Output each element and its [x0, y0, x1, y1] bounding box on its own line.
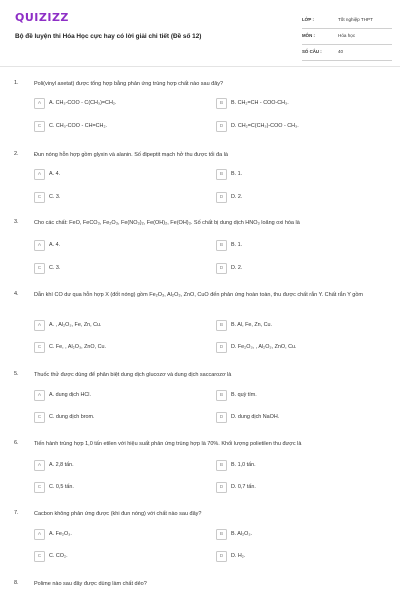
header-divider [0, 66, 400, 67]
option-letter: A [34, 320, 45, 331]
option-letter: C [34, 482, 45, 493]
option-d[interactable] [216, 121, 376, 132]
option-b[interactable] [216, 169, 376, 180]
option-letter: D [216, 121, 227, 132]
meta-value: 40 [338, 49, 344, 54]
question-number: 4. [14, 291, 19, 297]
question-number: 2. [14, 151, 19, 157]
option-d[interactable] [216, 263, 376, 274]
option-letter: B [216, 529, 227, 540]
option-text: B. Al₂O₃. [231, 531, 253, 537]
option-d[interactable] [216, 192, 376, 203]
option-c[interactable] [34, 121, 194, 132]
option-text: B. 1. [231, 171, 243, 177]
option-letter: D [216, 342, 227, 353]
option-letter: B [216, 320, 227, 331]
question-number: 6. [14, 440, 19, 446]
option-c[interactable] [34, 551, 194, 562]
option-a[interactable] [34, 320, 194, 331]
option-letter: A [34, 169, 45, 180]
worksheet-title: Bộ đề luyện thi Hóa Học cực hay có lời giải chi tiết (Đề số 12) [15, 33, 202, 40]
question-text: Cho các chất: FeO, FeCO₃, Fe₂O₃, Fe(NO₃)₂, Fe(OH)₂, Fe(OH)₃. Số chất bị dung dịch HNO₃ loãng oxi hóa là [34, 220, 300, 226]
option-d[interactable] [216, 482, 376, 493]
option-text: C. 3. [49, 194, 61, 200]
meta-table [302, 13, 392, 61]
option-letter: D [216, 263, 227, 274]
option-b[interactable] [216, 529, 376, 540]
meta-value: Tốt nghiệp THPT [338, 17, 373, 22]
option-b[interactable] [216, 460, 376, 471]
option-text: B. quỳ tím. [231, 392, 257, 398]
option-c[interactable] [34, 412, 194, 423]
option-text: D. H₂. [231, 553, 246, 559]
option-a[interactable] [34, 169, 194, 180]
question-number: 8. [14, 580, 19, 586]
option-text: C. 0,5 tấn. [49, 484, 74, 490]
worksheet-header [0, 0, 400, 66]
option-letter: C [34, 121, 45, 132]
meta-key: SỐ CÂU : [302, 49, 322, 54]
option-d[interactable] [216, 342, 376, 353]
question-text: Polime nào sau đây được dùng làm chất dẻo? [34, 581, 147, 587]
option-text: A. 4. [49, 242, 61, 248]
option-letter: C [34, 551, 45, 562]
option-c[interactable] [34, 342, 194, 353]
option-a[interactable] [34, 240, 194, 251]
option-text: C. CO₂. [49, 553, 68, 559]
question-text: Cacbon không phản ứng được (khi đun nóng) với chất nào sau đây? [34, 511, 202, 517]
option-text: A. 2,8 tấn. [49, 462, 74, 468]
question-text: Đun nóng hỗn hợp gồm glyxin và alanin. Số đipeptit mạch hở thu được tối đa là [34, 152, 228, 158]
option-text: B. Al, Fe, Zn, Cu. [231, 322, 273, 328]
option-text: B. CH₂=CH - COO-CH₃. [231, 100, 289, 106]
question-number: 3. [14, 219, 19, 225]
option-letter: B [216, 98, 227, 109]
option-d[interactable] [216, 412, 376, 423]
meta-row-count [302, 45, 392, 61]
option-letter: C [34, 192, 45, 203]
option-text: D. dung dịch NaOH. [231, 414, 280, 420]
option-text: C. 3. [49, 265, 61, 271]
option-text: D. Fe₂O₃, , Al₂O₃, ZnO, Cu. [231, 344, 297, 350]
option-b[interactable] [216, 390, 376, 401]
option-d[interactable] [216, 551, 376, 562]
option-c[interactable] [34, 192, 194, 203]
question-text: Dẫn khí CO dư qua hỗn hợp X (đốt nóng) gồm Fe₂O₃, Al₂O₃, ZnO, CuO đến phản ứng hoàn toàn, thu được chất rắn Y. Chất rắn Y gồm [34, 292, 363, 298]
option-text: B. 1. [231, 242, 243, 248]
option-letter: C [34, 412, 45, 423]
option-a[interactable] [34, 98, 194, 109]
question-text: Poli(vinyl axetat) được tổng hợp bằng phản ứng trùng hợp chất nào sau đây? [34, 81, 224, 87]
option-text: C. Fe, , Al₂O₃, ZnO, Cu. [49, 344, 107, 350]
option-text: B. 1,0 tấn. [231, 462, 256, 468]
option-c[interactable] [34, 482, 194, 493]
option-text: A. , Al₂O₃, Fe, Zn, Cu. [49, 322, 102, 328]
option-letter: A [34, 98, 45, 109]
option-text: A. dung dịch HCl. [49, 392, 91, 398]
option-text: A. CH₃-COO - C(CH₃)=CH₂. [49, 100, 117, 106]
option-text: D. 2. [231, 265, 243, 271]
option-letter: B [216, 240, 227, 251]
option-letter: D [216, 482, 227, 493]
option-letter: A [34, 390, 45, 401]
option-b[interactable] [216, 240, 376, 251]
meta-key: MÔN : [302, 33, 315, 38]
option-letter: D [216, 412, 227, 423]
option-letter: B [216, 460, 227, 471]
meta-row-subject [302, 29, 392, 45]
option-letter: D [216, 551, 227, 562]
question-number: 1. [14, 80, 19, 86]
question-number: 7. [14, 510, 19, 516]
option-text: A. Fe₂O₃. [49, 531, 72, 537]
question-number: 5. [14, 371, 19, 377]
option-b[interactable] [216, 98, 376, 109]
option-letter: D [216, 192, 227, 203]
option-text: C. CH₃-COO - CH=CH₂. [49, 123, 108, 129]
option-c[interactable] [34, 263, 194, 274]
option-letter: A [34, 240, 45, 251]
option-text: D. CH₂=C(CH₃)-COO - CH₃. [231, 123, 299, 129]
option-text: A. 4. [49, 171, 61, 177]
option-a[interactable] [34, 390, 194, 401]
option-letter: B [216, 390, 227, 401]
meta-value: Hóa học [338, 33, 356, 38]
option-text: C. dung dịch brom. [49, 414, 95, 420]
quizizz-logo: QUIZIZZ [15, 11, 69, 24]
meta-row-grade [302, 13, 392, 29]
option-letter: C [34, 263, 45, 274]
option-b[interactable] [216, 320, 376, 331]
option-a[interactable] [34, 529, 194, 540]
meta-key: LỚP : [302, 17, 314, 22]
option-letter: A [34, 529, 45, 540]
option-a[interactable] [34, 460, 194, 471]
option-letter: C [34, 342, 45, 353]
question-text: Thuốc thử được dùng để phân biệt dung dịch glucozơ và dung dịch saccarozơ là [34, 372, 232, 378]
option-letter: B [216, 169, 227, 180]
option-text: D. 2. [231, 194, 243, 200]
option-text: D. 0,7 tấn. [231, 484, 256, 490]
question-text: Tiến hành trùng hợp 1,0 tấn etilen với hiệu suất phản ứng trùng hợp là 70%. Khối lượng polietilen thu được là [34, 441, 302, 447]
option-letter: A [34, 460, 45, 471]
